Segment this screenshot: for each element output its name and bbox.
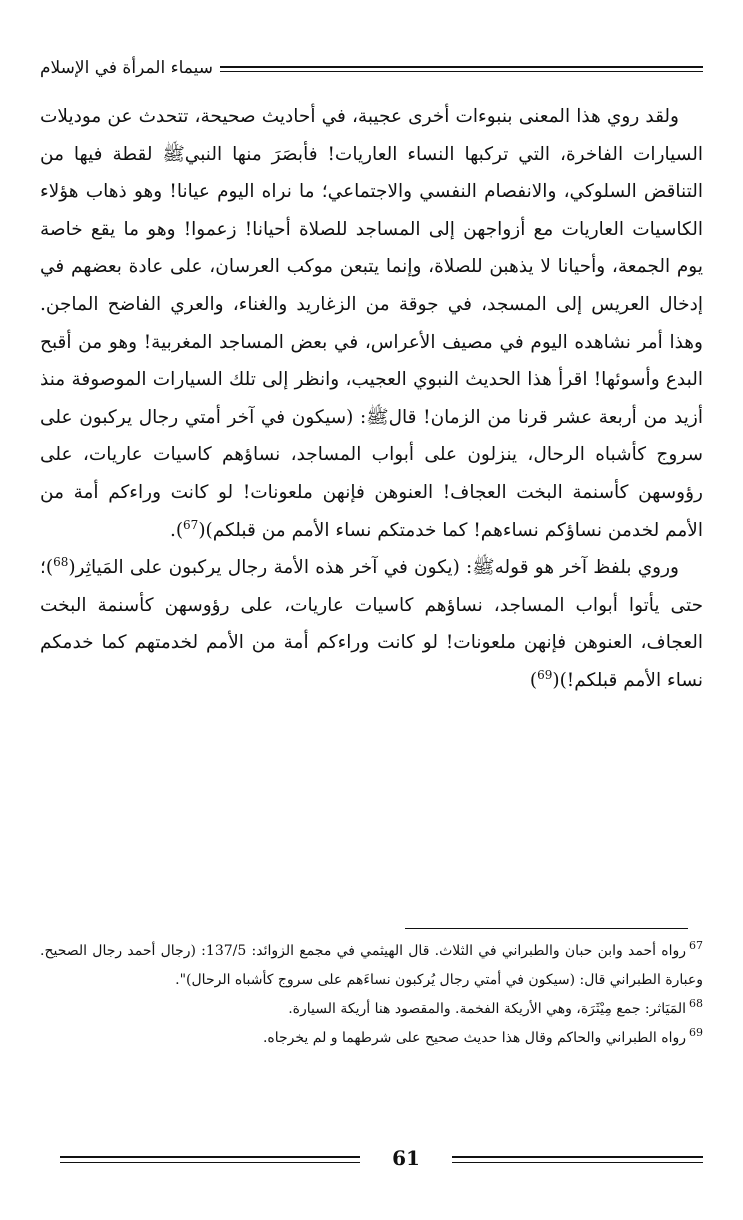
footnote-number: 68 [689, 997, 703, 1011]
header-title: سيماء المرأة في الإسلام [40, 58, 213, 78]
footnote-68 [40, 995, 703, 1024]
footnote-text: المَيَاثر: جمع مِيْثَرَة، وهي الأريكة الفخمة. والمقصود هنا أريكة السيارة. [288, 1001, 686, 1017]
paragraph-1-end: ). [169, 519, 184, 541]
running-header [0, 56, 743, 86]
footnote-69 [40, 1024, 703, 1053]
footnote-67 [40, 937, 703, 995]
footnote-separator [405, 928, 688, 929]
footer-rule-right [452, 1156, 703, 1164]
footnote-ref-68[interactable]: 68 [53, 554, 69, 569]
paragraph-2-mid: )؛ حتى يأتوا أبواب المساجد، نساؤهم كاسيات عاريات، على رؤوسهن كأسنمة البخت العجاف، العنوهن فإنهن ملعونات! لو كانت وراءكم أمة من الأمم لخدمتهم كما خدمكم نساء الأمم قبلكم!)( [40, 557, 703, 691]
footnote-text: رواه الطبراني والحاكم وقال هذا حديث صحيح على شرطهما و لم يخرجاه. [262, 1030, 686, 1046]
paragraph-2-end: ) [529, 669, 538, 691]
footnote-ref-69[interactable]: 69 [537, 667, 553, 682]
footnote-number: 69 [689, 1026, 703, 1040]
page-number: 61 [392, 1146, 420, 1170]
footnotes [40, 937, 703, 1053]
footnote-ref-67[interactable]: 67 [183, 517, 199, 532]
paragraph-1-text: ولقد روي هذا المعنى بنبوءات أخرى عجيبة، في أحاديث صحيحة، تتحدث عن موديلات السيارات الفاخرة، التي تركبها النساء العاريات! فأبصَرَ منها النبيﷺ لقطة فيها من التناقض السلوكي، والانفصام النفسي والاجتماعي؛ ما نراه اليوم عيانا! وهو ذهاب هؤلاء الكاسيات العاريات مع أزواجهن إلى المساجد للصلاة أحيانا! زعموا! وهو ما يقع خاصة يوم الجمعة، وأحيانا لا يذهبن للصلاة، وإنما يتبعن موكب العرسان، على عادة بعضهم في إدخال العريس إلى المسجد، في جوقة من الزغاريد والغناء، والعري الفاضح الماجن. وهذا أمر نشاهده اليوم في مصيف الأعراس، في بعض المساجد المغربية! وهو من أقبح البدع وأسوئها! اقرأ هذا الحديث النبوي العجيب، وانظر إلى تلك السيارات الموصوفة منذ أزيد من أربعة عشر قرنا من الزمان! قالﷺ: (سيكون في آخر أمتي رجال يركبون على سروج كأشباه الرحال، ينزلون على أبواب المساجد، نساؤهم كاسيات عاريات، على رؤوسهن كأسنمة البخت العجاف! العنوهن فإنهن ملعونات! لو كانت وراءكم أمة من الأمم لخدمن نساؤكم نساءهم! كما خدمتكم نساء الأمم من قبلكم)( [40, 106, 703, 541]
page-footer [60, 1146, 703, 1176]
paragraph-2-text: وروي بلفظ آخر هو قولهﷺ: (يكون في آخر هذه الأمة رجال يركبون على المَياثِر( [68, 557, 679, 579]
footer-rule-left [60, 1156, 360, 1164]
footnote-text: رواه أحمد وابن حبان والطبراني في الثلاث. قال الهيثمي في مجمع الزوائد: 137/5: (رجال أحمد رجال الصحيح. وعبارة الطبراني قال: (سيكون في أمتي رجال يُركبون نساءَهم على سروج كأشباه الرحال)". [40, 943, 703, 988]
header-double-rule [220, 66, 703, 72]
footnote-number: 67 [689, 939, 703, 953]
paragraph-2 [40, 549, 703, 699]
paragraph-1 [40, 98, 703, 549]
body-text [40, 98, 703, 700]
